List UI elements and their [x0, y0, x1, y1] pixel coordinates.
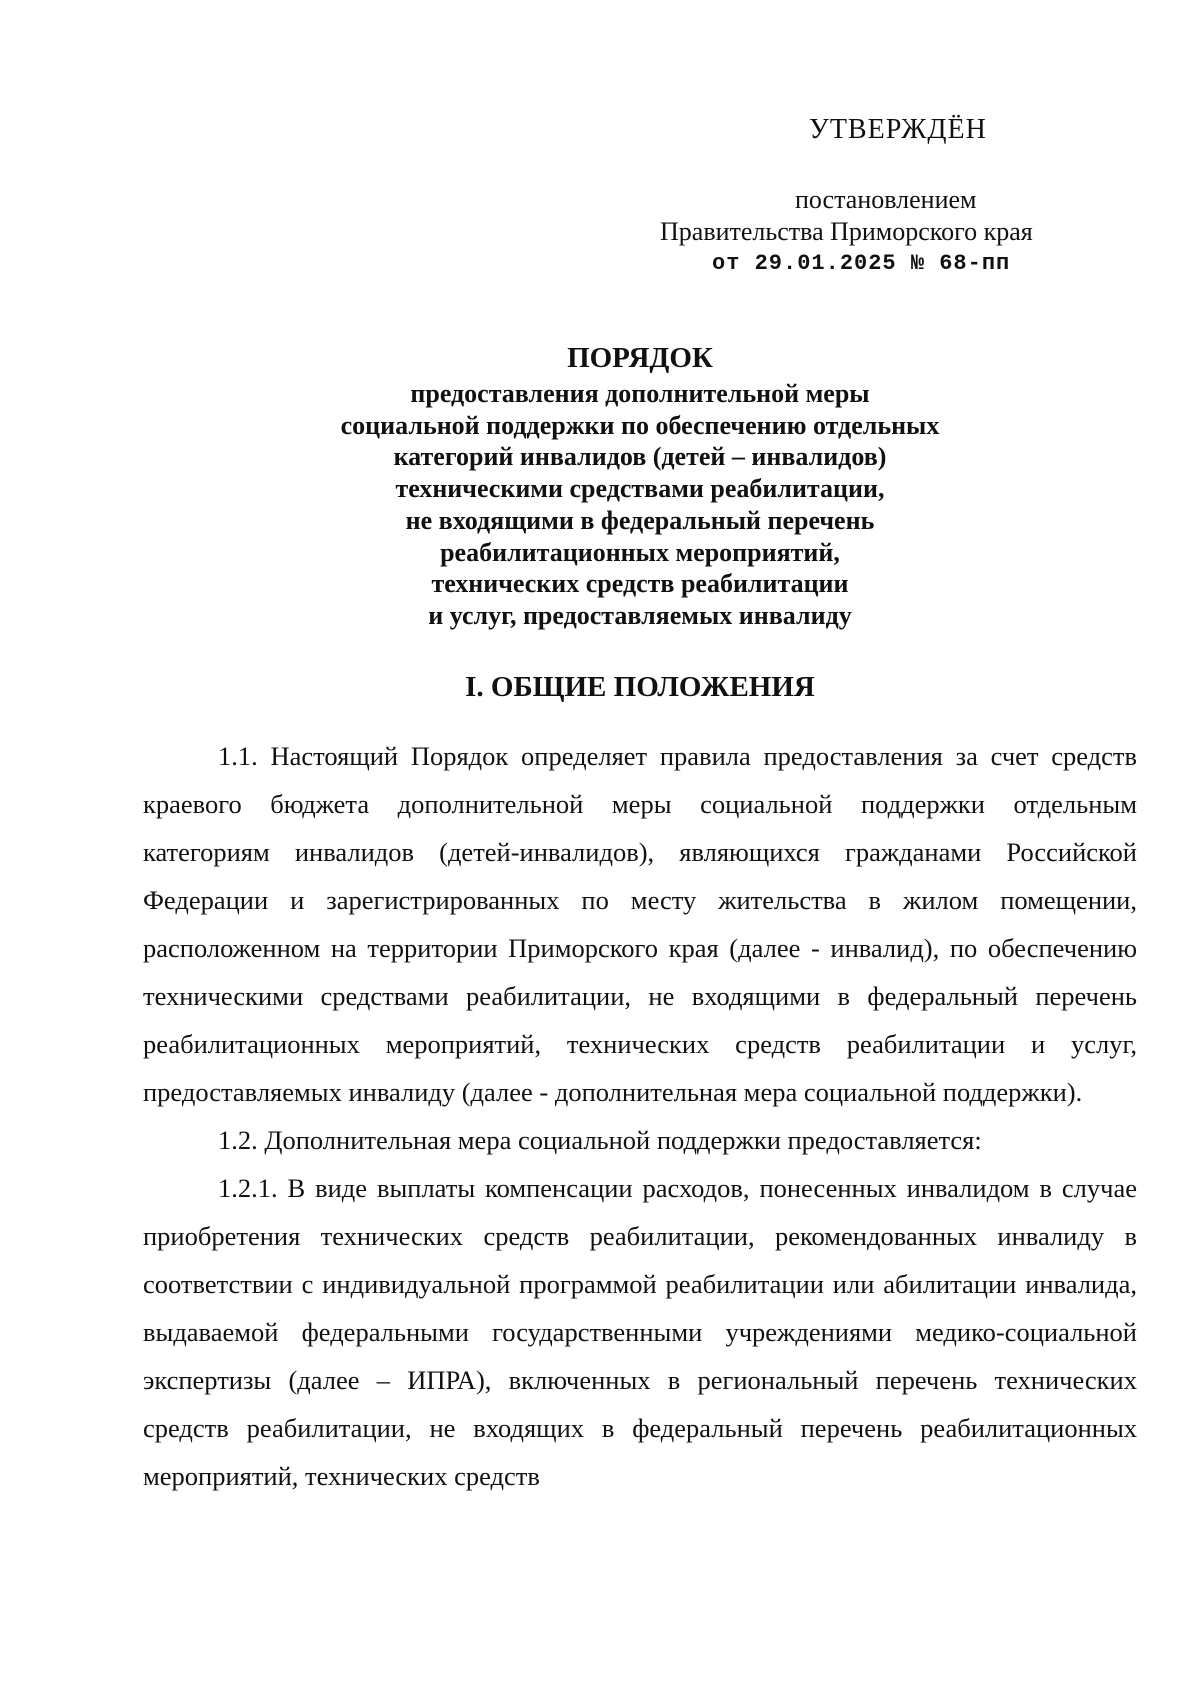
- title-line: реабилитационных мероприятий,: [440, 537, 840, 567]
- title-line: техническими средствами реабилитации,: [395, 474, 885, 504]
- resolution-line-1: постановлением: [795, 185, 977, 214]
- paragraph-1-2: 1.2. Дополнительная мера социальной поддержки предоставляется:: [218, 1125, 982, 1155]
- title-main: ПОРЯДОК: [567, 342, 713, 374]
- paragraph-1-1: 1.1. Настоящий Порядок определяет правила предоставления за счет средств краевого бюджета дополнительной меры социальной поддержки отдельным категориям инвалидов (детей-инвалидов), являющихся гражданами Российской Федерации и зарегистрированных по месту жительства в жилом помещении, расположенном на территории Приморского края (далее - инвалид), по обеспечению техническими средствами реабилитации, не входящими в федеральный перечень реабилитационных мероприятий, технических средств реабилитации и услуг, предоставляемых инвалиду (далее - дополнительная мера социальной поддержки).: [143, 741, 1137, 1107]
- title-line: не входящими в федеральный перечень: [405, 505, 875, 535]
- title-line: технических средств реабилитации: [431, 569, 849, 599]
- section-heading: I. ОБЩИЕ ПОЛОЖЕНИЯ: [465, 671, 815, 703]
- title-line: категорий инвалидов (детей – инвалидов): [393, 442, 887, 472]
- resolution-date-number: от 29.01.2025 № 68-пп: [712, 251, 1011, 276]
- paragraph-1-2-1: 1.2.1. В виде выплаты компенсации расходов, понесенных инвалидом в случае приобретения технических средств реабилитации, рекомендованных инвалиду в соответствии с индивидуальной программой реабилитации или абилитации инвалида, выдаваемой федеральными государственными учреждениями медико-социальной экспертизы (далее – ИПРА), включенных в региональный перечень технических средств реабилитации, не входящих в федеральный перечень реабилитационных мероприятий, технических средств: [143, 1173, 1137, 1491]
- title-line: социальной поддержки по обеспечению отдельных: [340, 410, 940, 440]
- section-body: [143, 732, 1137, 1500]
- resolution-line-2: Правительства Приморского края: [660, 217, 1033, 246]
- title-line: предоставления дополнительной меры: [410, 379, 870, 408]
- resolution-reference: [660, 184, 1130, 280]
- title-line: и услуг, предоставляемых инвалиду: [428, 600, 852, 630]
- approval-stamp-text: УТВЕРЖДЁН: [809, 114, 987, 145]
- document-title: [150, 338, 1130, 632]
